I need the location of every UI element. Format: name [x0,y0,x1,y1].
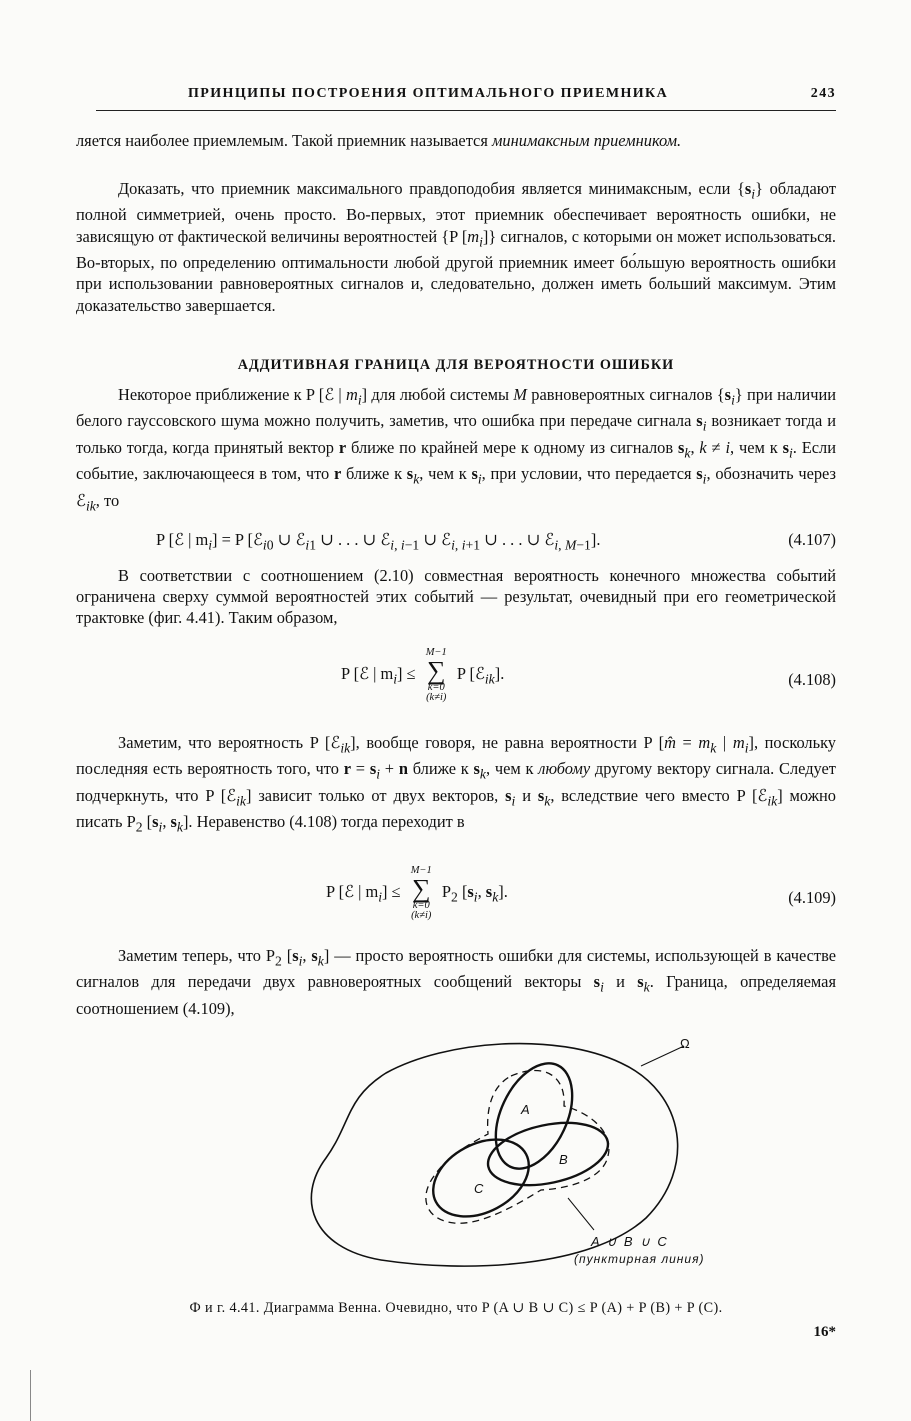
p6-part-a: Заметим теперь, что P [118,946,275,965]
union-leader-line [568,1198,594,1230]
p5-part-l: ] можно писать P [76,785,837,832]
p3-part-d: } при наличии белого гауссовского шума можно получить, заметив, что ошибка при передаче сигнала [76,385,837,431]
set-c-label: C [474,1181,484,1196]
paragraph-4 [76,565,836,629]
p3-part-a: Некоторое приближение к P [ [118,385,325,404]
omega-label: Ω [680,1036,690,1051]
eq109-end: ]. [498,882,508,902]
eq108-sum-bottom: k=0 [427,681,445,693]
p5-part-n: ]. Неравенство (4.108) тогда переходит в [182,812,465,832]
eq108-lhs: P [ℰ | m [341,664,394,684]
scan-margin-line [30,1370,31,1421]
p2-part-c: ]} сигналов, с которыми он может использоваться. Во-вторых, по определению оптимальности любой другой приемник имеет бо́льшую вероятность ошибки при использовании равновероятных сигналов и, следовательно, должен иметь больший максимум. Этим доказательство завершается. [76,226,836,315]
p5-part-m: [ [142,812,153,832]
p5-part-f: , чем к [485,759,539,779]
eq107-body: ] = P [ℰ [212,530,263,549]
eq108-end: ]. [494,664,505,684]
eq109-sum: M−1 ∑ k=0 (k≠i) [410,865,432,921]
page-number: 243 [810,86,836,101]
section-title: АДДИТИВНАЯ ГРАНИЦА ДЛЯ ВЕРОЯТНОСТИ ОШИБКИ [237,357,675,373]
p2-part-b: } обладают полной симметрией, очень просто. Во-первых, этот приемник обеспечивает вероятность ошибки, не зависящую от фактической величины вероятностей {P [ [76,179,836,246]
p5-part-c: | [716,733,733,752]
equation-4-108: P [ℰ | $m_i$] ≤ M−1 ∑ k=0 (k≠i) P [ℰ$_{ik}$]. (4.108) [341,647,836,703]
term-minimax-receiver: минимаксным приемником. [491,131,682,150]
set-c-ellipse [420,1124,542,1232]
p6-part-b: [ [281,946,293,965]
equation-4-107: P [ℰ | $m_i] = P$ [ℰ$_{i0}$ ∪ ℰ$_{i1}$ ∪ . . . ∪ ℰ$_{i, i-1}$ ∪ ℰ$_{i, i+1}$ ∪ . . . ∪ ℰ$_{i, M-1}$]. (4.107) [156,530,836,553]
p6-part-e: . Граница, определяемая соотношением (4.109), [76,972,836,1018]
eq107-mid: ∪ ℰ [273,530,306,549]
p1-text: ляется наиболее приемлемым. Такой приемник называется [76,131,492,150]
p3-part-g: , [690,437,700,457]
omega-leader-line [641,1046,684,1066]
eq108-sum: M−1 ∑ k=0 (k≠i) [425,647,447,703]
equation-4-109: P [ℰ | $m_i$] ≤ M−1 ∑ k=0 (k≠i) $P_2$ [$s_i$, $s_k$]. (4.109) [326,865,836,921]
paragraph-2: Доказать, что приемник максимального правдоподобия является минимаксным, если $\{s_i\}$ обладают полной симметрией, очень просто. Во-первых, этот приемник обеспечивает вероятность ошибки, не зависящую от фактической величины вероятностей {P $[m_i]$} сигналов, с которыми он может использоваться. Во-вторых, по определению оптимальности любой другой приемник имеет бо́льшую вероятность ошибки при использовании равновероятных сигналов и, следовательно, должен иметь больший максимум. Этим доказательство завершается. [76,179,836,315]
set-b-label: B [559,1152,568,1167]
p3-part-j: ближе к [341,464,407,484]
eq109-rhs: P [441,882,452,902]
p3-part-n: , то [95,490,120,510]
p2-part-a: Доказать, что приемник максимального правдоподобия является минимаксным, если { [118,179,745,198]
eq109-sum-bottom: k=0 [412,899,430,911]
venn-diagram-figure [256,1028,736,1278]
eq108-rhs: P [ℰ [456,664,485,684]
p3-part-k: , чем к [419,464,472,484]
eq109-rel: ] ≤ [382,882,401,902]
p3-part-c: равновероятных сигналов { [526,385,725,404]
eq107-end: ]. [590,530,601,549]
p5-part-k: , вследствие чего вместо P [ [550,785,758,805]
equation-number-4-109: (4.109) [788,888,836,907]
union-label: A ∪ B ∪ C [591,1234,669,1249]
header-rule [96,110,836,111]
p6-part-d: и [603,972,638,992]
eq108-sum-top: M−1 [425,647,447,658]
eq109-sum-condition: (k≠i) [411,910,432,921]
union-dashed-outline [426,1070,609,1223]
running-head [76,86,836,102]
p5-part-b: ], вообще говоря, не равна вероятности P [ [350,733,665,752]
p3-part-h: , чем к [730,437,783,457]
p5-part-e: ближе к [407,759,474,779]
eq107-mid3: ∪ . . . ∪ ℰ [480,530,555,549]
p3-part-l: , при условии, что передается [481,464,697,484]
p6-part-c: ] — просто вероятность ошибки для системы, использующей в качестве сигналов для передачи двух равновероятных сообщений векторы [76,946,836,992]
p3-part-e: возникает тогда и только тогда, когда принятый вектор [76,411,836,457]
set-a-label: A [521,1102,530,1117]
set-a-ellipse [480,1051,587,1180]
p5-part-i: ] зависит только от двух векторов, [245,785,506,805]
p3-part-i: . Если событие, заключающееся в том, что [76,437,836,484]
paragraph-5: Заметим, что вероятность P [ℰ$_{ik}$], вообще говоря, не равна вероятности P [m̂ = $m_k$ | $m_i$], поскольку последняя есть вероятность того, что $r = s_i + n$ ближе к $s_k$, чем к любому другому вектору сигнала. Следует подчеркнуть, что P [ℰ$_{ik}$] зависит только от двух векторов, $s_i$ и $s_k$, вследствие чего вместо P [ℰ$_{ik}$] можно писать $P_2$ [$s_i$, $s_k$]. Неравенство (4.108) тогда переходит в [76,733,837,835]
eq107-lhs: P [ℰ | m [156,530,209,549]
paragraph-3: Некоторое приближение к P [ℰ | $m_i$] для любой системы M равновероятных сигналов $\{s_i\}$ при наличии белого гауссовского шума можно получить, заметив, что ошибка при передаче сигнала $s_i$ возникает тогда и только тогда, когда принятый вектор r ближе по крайней мере к одному из сигналов $s_k$, k ≠ i, чем к $s_i$. Если событие, заключающееся в том, что r ближе к $s_k$, чем к $s_i$, при условии, что передается $s_i$, обозначить через ℰ$_{ik}$, то [76,385,837,514]
eq108-sum-condition: (k≠i) [426,692,447,703]
eq109-sum-top: M−1 [410,865,432,876]
signature-mark: 16* [813,1324,836,1340]
eq107-mid2: ∪ ℰ [419,530,452,549]
p4-text: В соответствии с соотношением (2.10) совместная вероятность конечного множества событий ограничена сверху суммой вероятностей этих событий — результат, очевидный при его геометрической трактовке (фиг. 4.41). Таким образом, [76,566,836,628]
eq109-lhs: P [ℰ | m [326,882,379,902]
p5-part-a: Заметим, что вероятность P [ [118,733,331,752]
union-note: (пунктирная линия) [574,1252,705,1266]
figure-caption: Ф и г. 4.41. Диаграмма Венна. Очевидно, что P (A ∪ B ∪ C) ≤ P (A) + P (B) + P (C). [189,1300,723,1316]
eq107-rest: ∪ . . . ∪ ℰ [316,530,391,549]
paragraph-6: Заметим теперь, что $P_2$ [$s_i$, $s_k$] — просто вероятность ошибки для системы, использующей в качестве сигналов для передачи двух равновероятных сообщений векторы $s_i$ и $s_k$. Граница, определяемая соотношением (4.109), [76,946,836,1018]
p3-part-b: ] для любой системы [361,385,514,404]
equation-number-4-107: (4.107) [788,530,836,549]
p5-italic-any: любому [538,759,591,779]
omega-region-outline [311,1044,677,1267]
p3-part-f: ближе по крайней мере к одному из сигналов [346,437,678,457]
p5-part-j: и [515,785,538,805]
running-title: ПРИНЦИПЫ ПОСТРОЕНИЯ ОПТИМАЛЬНОГО ПРИЕМНИКА [188,86,669,101]
p5-part-d: ], поскольку последняя есть вероятность того, что [76,733,837,779]
equation-number-4-108: (4.108) [788,670,836,689]
p3-part-m: , обозначить через [706,464,836,484]
p5-part-h: другому вектору сигнала. Следует подчеркнуть, что P [ [76,759,836,805]
eq108-rel: ] ≤ [397,664,416,684]
paragraph-1 [76,130,836,151]
